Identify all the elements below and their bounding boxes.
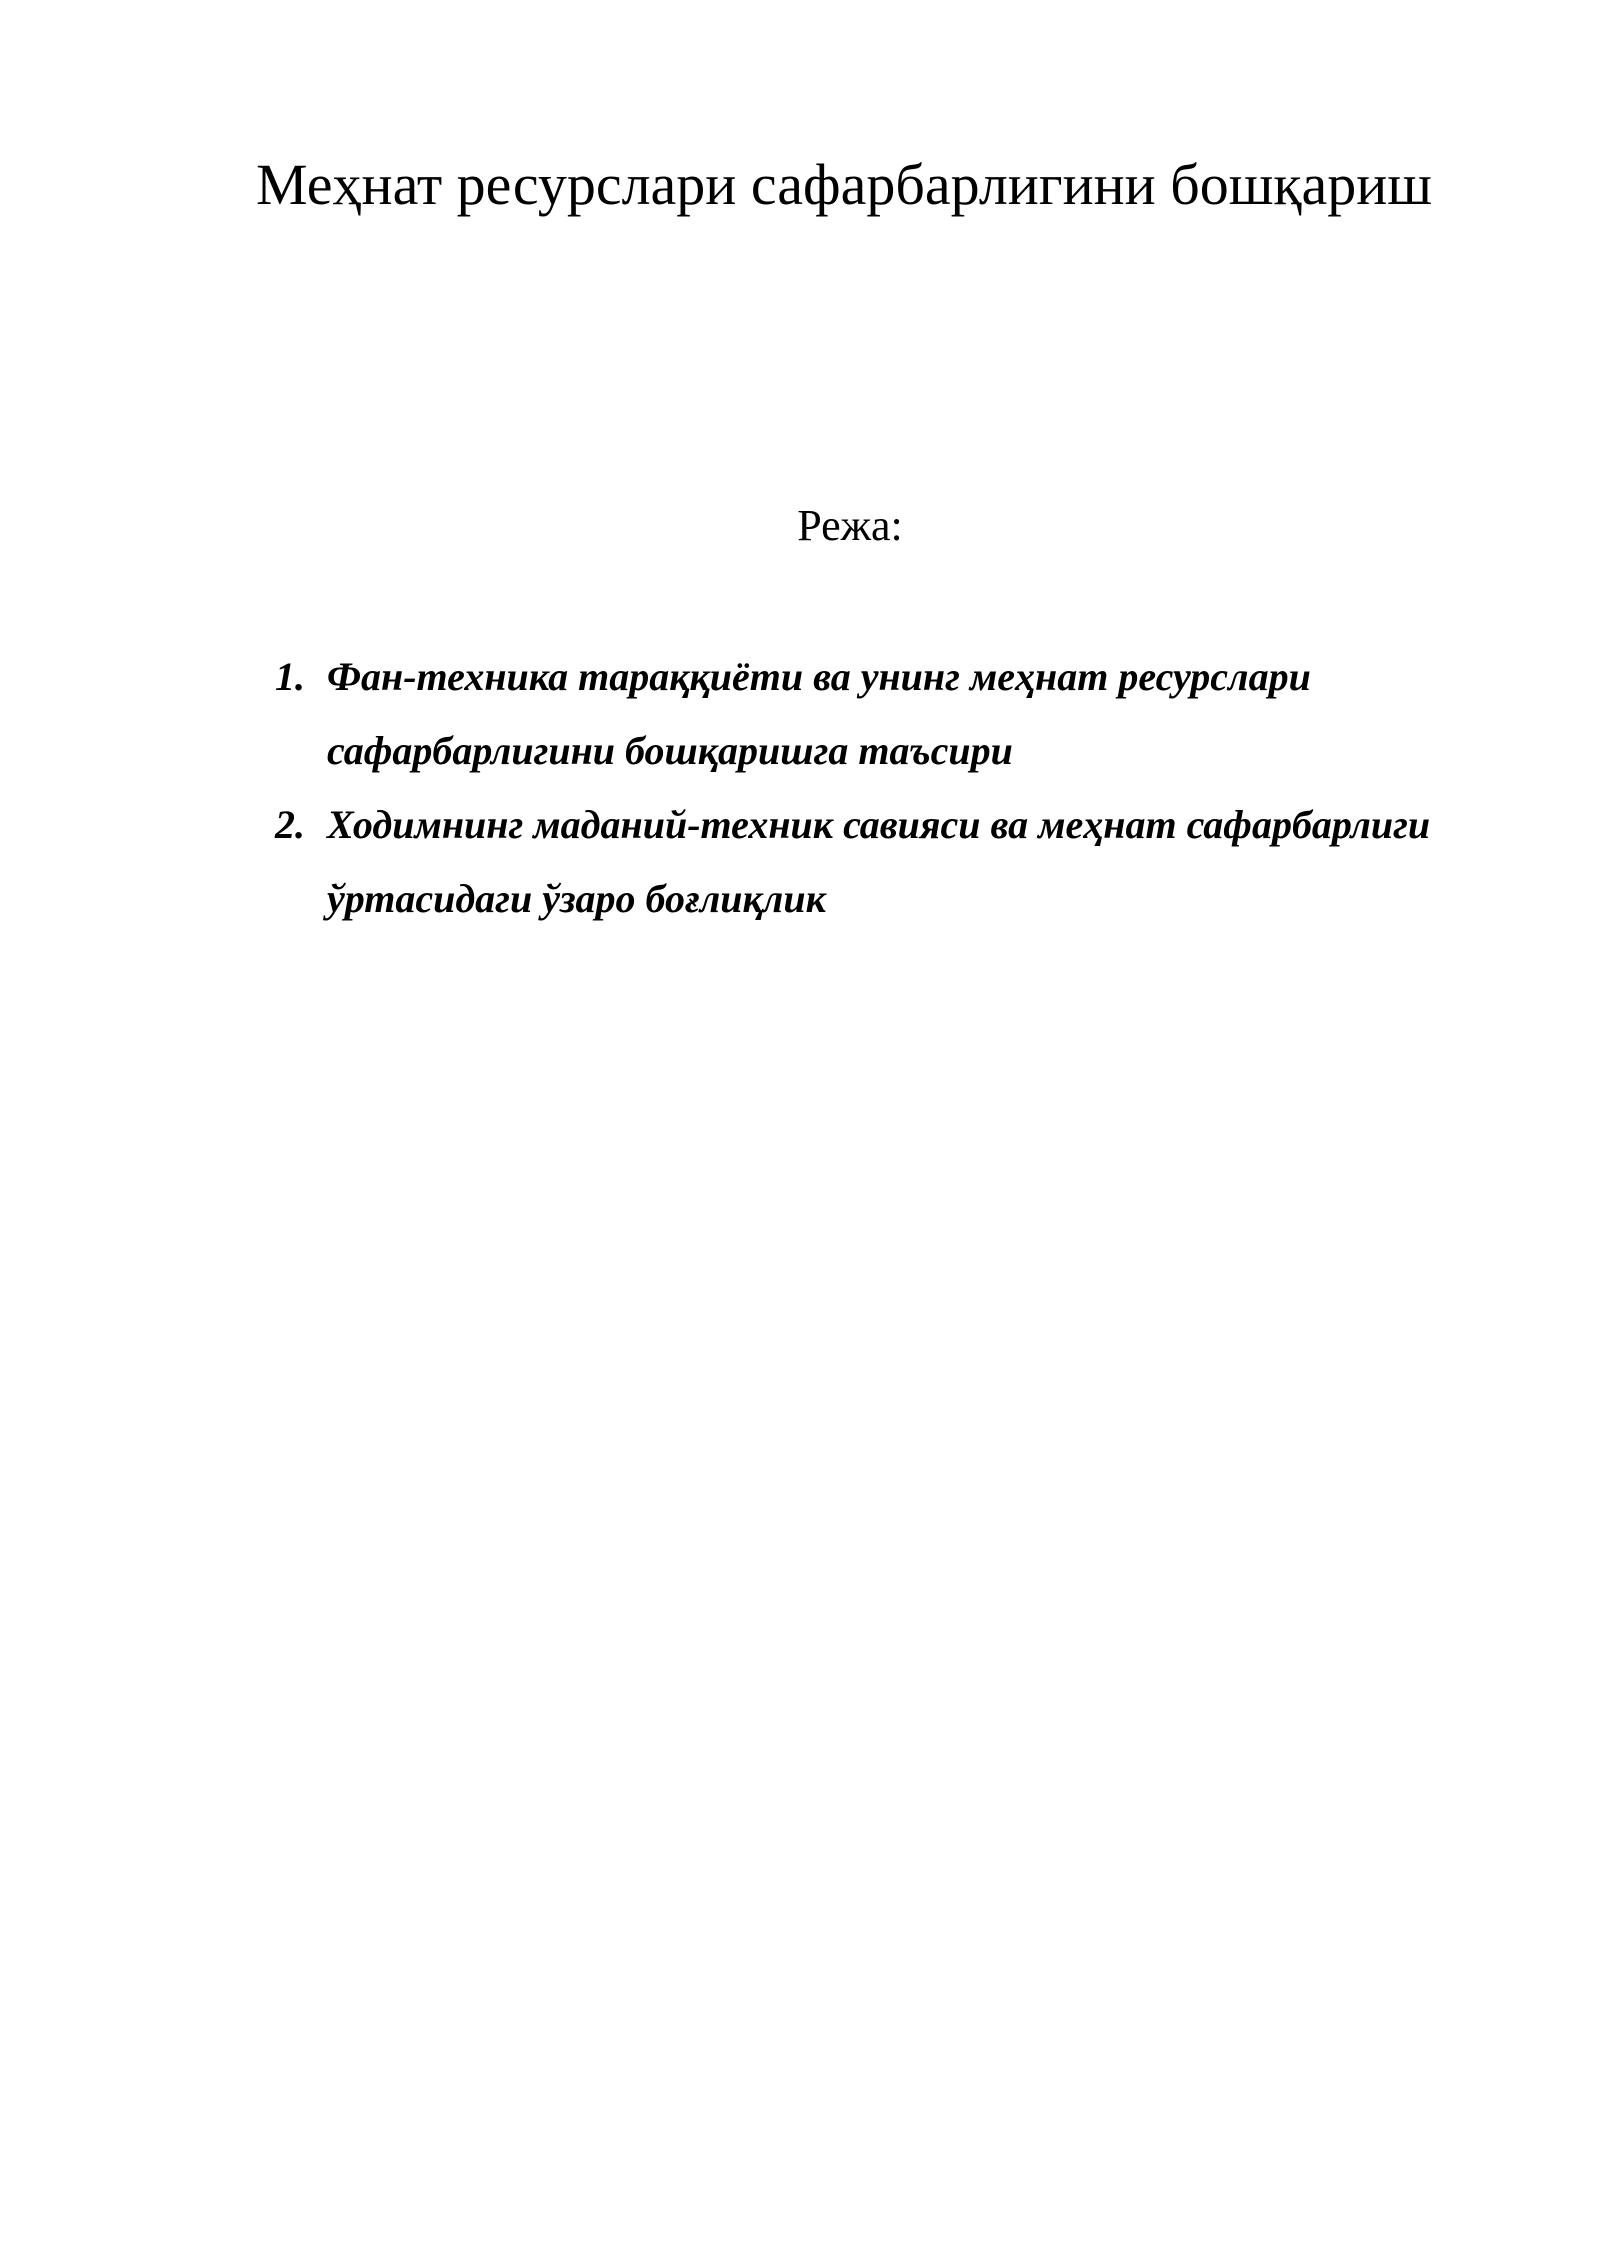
document-title: Меҳнат ресурслари сафарбарлигини бошқариш: [256, 152, 1433, 217]
plan-heading: Режа:: [797, 501, 903, 550]
plan-item: [275, 788, 1435, 936]
plan-item-number: 2.: [275, 802, 305, 847]
plan-item-number: 1.: [275, 654, 305, 699]
plan-item-text: Фан-техника тараққиёти ва унинг меҳнат ресурслари сафарбарлигини бошқаришга таъсири: [327, 654, 1311, 773]
plan-item: [275, 640, 1435, 788]
plan-list: [275, 640, 1435, 936]
plan-item-text: Ходимнинг маданий-техник савияси ва меҳнат сафарбарлиги ўртасидаги ўзаро боғлиқлик: [327, 802, 1431, 921]
